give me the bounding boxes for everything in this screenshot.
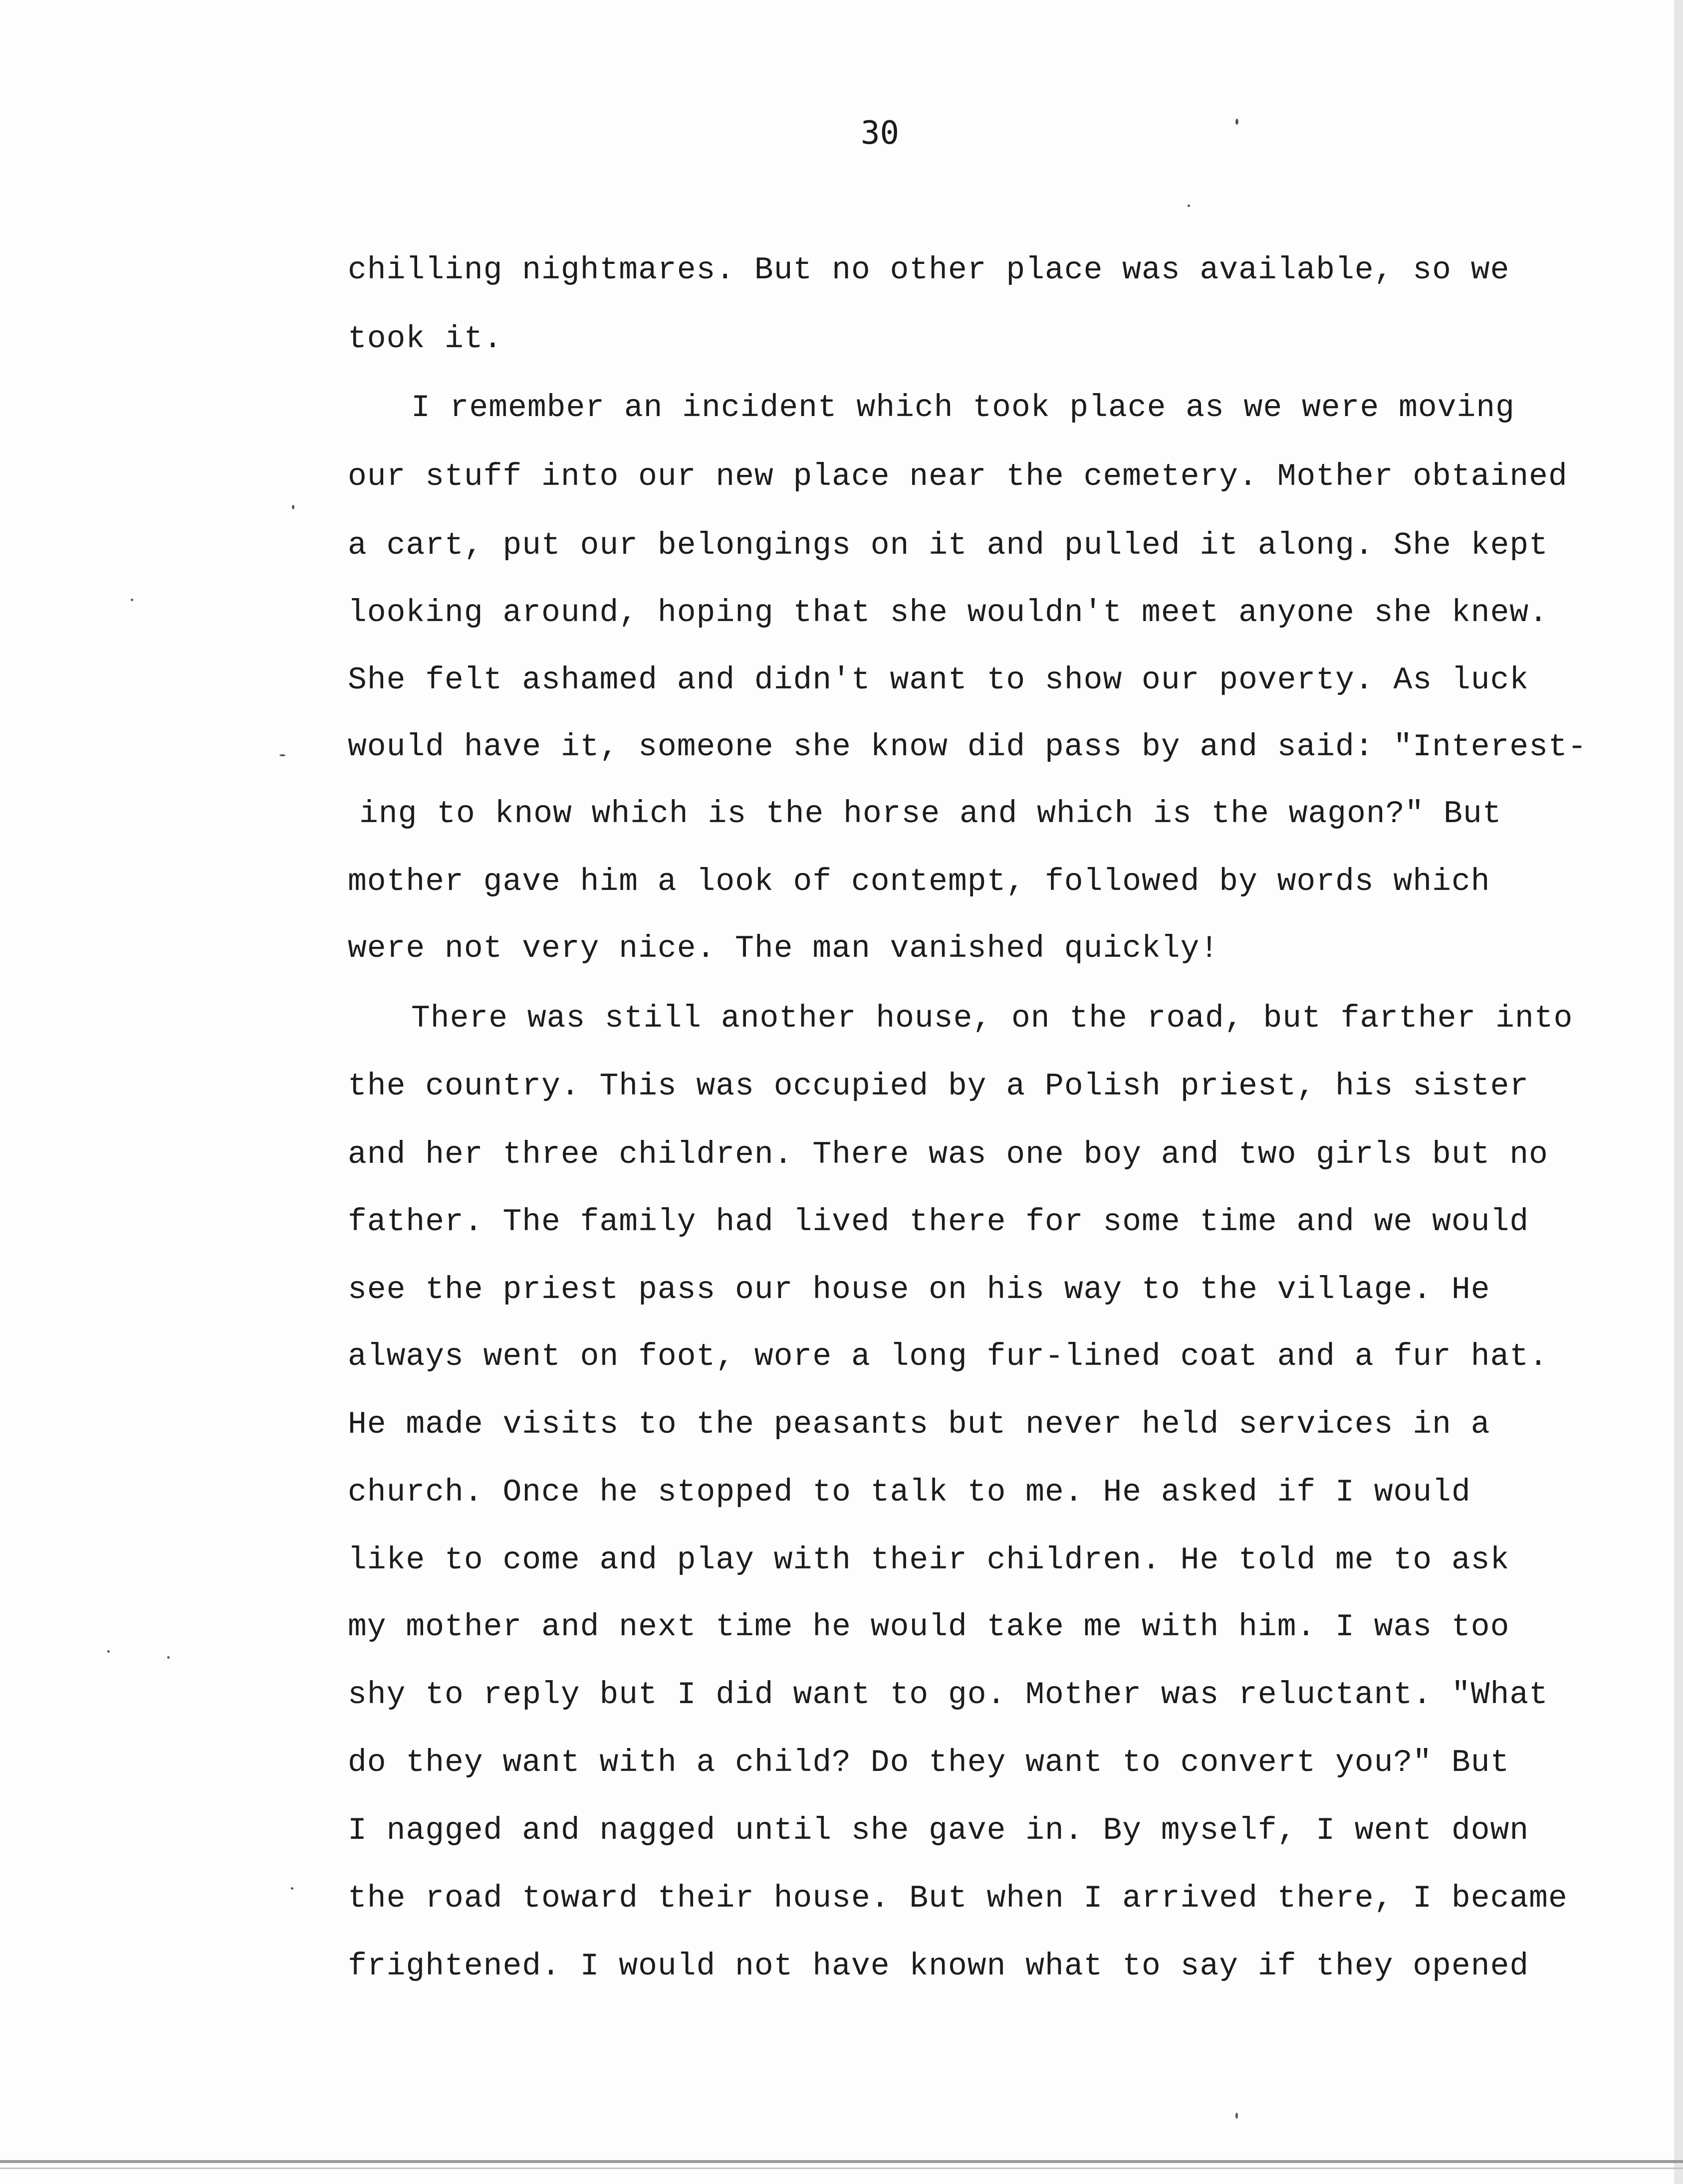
ink-speck (279, 754, 285, 756)
text-line: ing to know which is the horse and which is the wagon?" But (359, 796, 1502, 832)
text-line: There was still another house, on the road, but farther into (411, 1001, 1573, 1036)
text-line: chilling nightmares. But no other place was available, so we (348, 252, 1510, 288)
text-line: a cart, put our belongings on it and pulled it along. She kept (348, 528, 1548, 563)
text-line: looking around, hoping that she wouldn't meet anyone she knew. (348, 595, 1548, 631)
text-line: our stuff into our new place near the cemetery. Mother obtained (348, 459, 1568, 494)
ink-speck (1235, 119, 1238, 125)
text-line: and her three children. There was one boy and two girls but no (348, 1137, 1548, 1172)
text-line: always went on foot, wore a long fur-lined coat and a fur hat. (348, 1339, 1548, 1374)
page-bottom-edge (0, 2160, 1683, 2163)
text-line: frightened. I would not have known what to say if they opened (348, 1949, 1529, 1984)
text-line: She felt ashamed and didn't want to show our poverty. As luck (348, 662, 1529, 698)
text-line: He made visits to the peasants but never held services in a (348, 1407, 1490, 1442)
text-line: like to come and play with their children. He told me to ask (348, 1542, 1510, 1578)
ink-speck (291, 1887, 293, 1890)
ink-speck (131, 599, 133, 601)
text-line: would have it, someone she know did pass by and said: "Interest- (348, 729, 1587, 765)
ink-speck (167, 1656, 170, 1659)
text-line: do they want with a child? Do they want to convert you?" But (348, 1745, 1510, 1780)
text-line: church. Once he stopped to talk to me. He asked if I would (348, 1475, 1471, 1510)
ink-speck (1188, 205, 1190, 207)
text-line: mother gave him a look of contempt, followed by words which (348, 864, 1490, 899)
text-line: the country. This was occupied by a Polish priest, his sister (348, 1069, 1529, 1104)
text-line: were not very nice. The man vanished quickly! (348, 931, 1219, 966)
text-line: I remember an incident which took place as we were moving (411, 390, 1515, 426)
text-line: took it. (348, 321, 503, 357)
text-line: I nagged and nagged until she gave in. By myself, I went down (348, 1813, 1529, 1848)
text-line: see the priest pass our house on his way to the village. He (348, 1272, 1490, 1308)
text-line: shy to reply but I did want to go. Mother was reluctant. "What (348, 1677, 1548, 1713)
page-number: 30 (861, 115, 900, 152)
ink-speck (1235, 2113, 1238, 2119)
page-bottom-edge-shadow (0, 2168, 1683, 2169)
text-line: my mother and next time he would take me with him. I was too (348, 1609, 1510, 1645)
ink-speck (292, 505, 294, 509)
text-line: the road toward their house. But when I arrived there, I became (348, 1881, 1568, 1916)
text-line: father. The family had lived there for some time and we would (348, 1204, 1529, 1240)
ink-speck (107, 1650, 110, 1653)
